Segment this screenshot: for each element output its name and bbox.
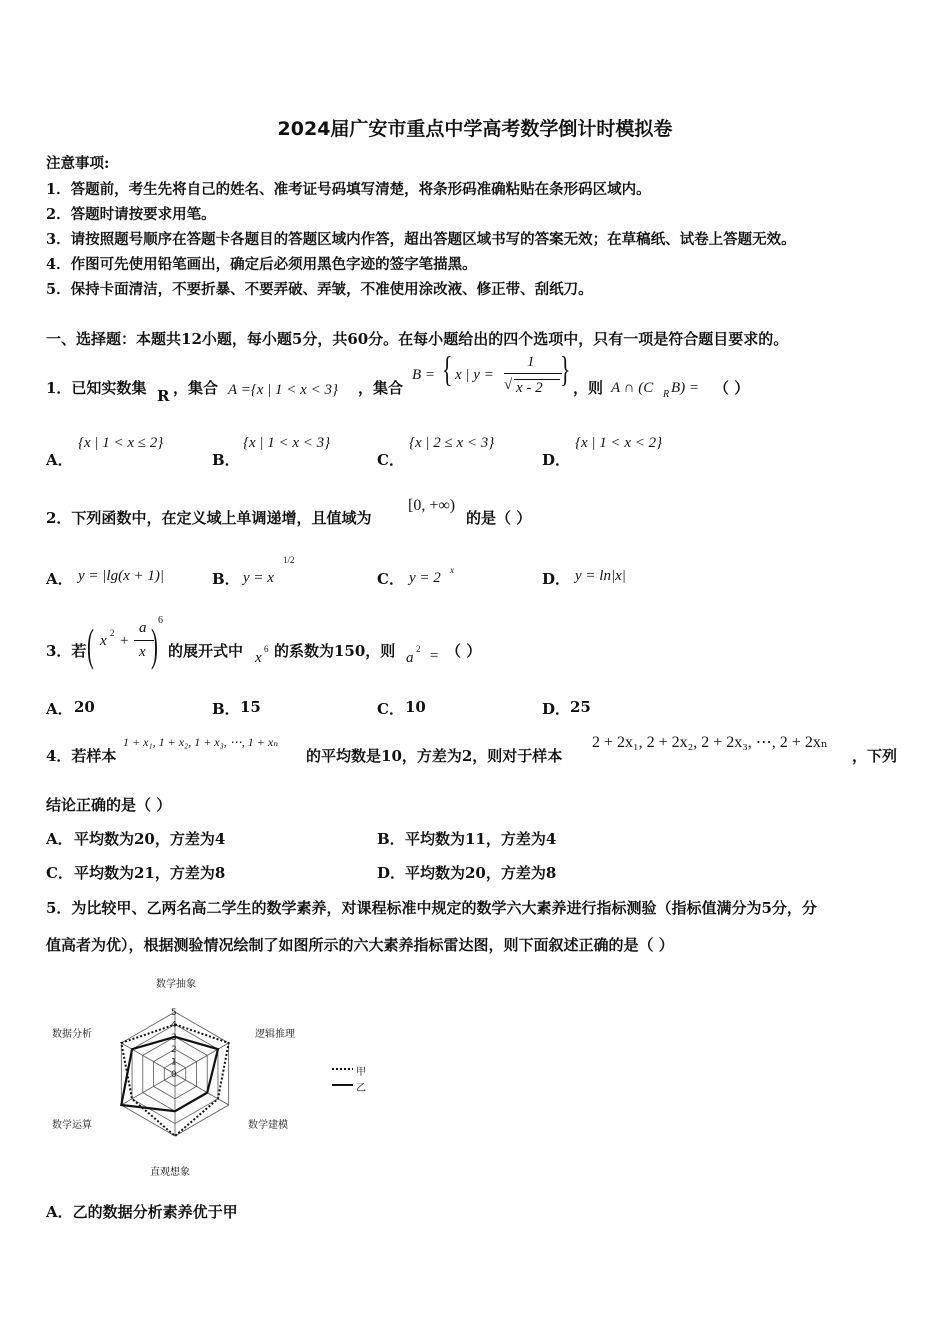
fraction-numerator: a xyxy=(139,620,147,636)
answer-paren: （ ） xyxy=(446,642,482,660)
fraction-denominator: x - 2 xyxy=(516,380,543,396)
option-label: B． xyxy=(212,700,240,718)
set-b-right-brace: } xyxy=(560,349,571,389)
axis-label: 数学抽象 xyxy=(156,979,196,990)
q1-stem-part: 1．已知实数集 xyxy=(46,379,147,397)
option-text: 10 xyxy=(405,698,426,716)
option-text: 15 xyxy=(240,698,261,716)
axis-label: 数据分析 xyxy=(52,1029,92,1040)
q4-stem-part: 结论正确的是（ ） xyxy=(46,796,172,814)
exponent: 6 xyxy=(158,615,163,626)
option-label: B． xyxy=(377,830,405,848)
option-label: C． xyxy=(377,700,404,718)
axis-label: 直观想象 xyxy=(150,1167,190,1178)
option-label: A． xyxy=(46,830,73,848)
set-b-condition: x | y = xyxy=(455,367,494,383)
option-label: C． xyxy=(377,570,404,588)
notice-item: 1．答题前，考生先将自己的姓名、准考证号码填写清楚，将条形码准确粘贴在条形码区域内。 xyxy=(46,181,651,198)
q4-stem-part: 4．若样本 xyxy=(46,747,117,765)
q1-stem-part: ，集合 xyxy=(173,379,219,397)
section-heading: 一、选择题：本题共12小题，每小题5分，共60分。在每小题给出的四个选项中，只有一项是符合题目要求的。 xyxy=(46,330,789,348)
option-text: {x | 1 < x < 2} xyxy=(575,435,663,451)
set-a-formula: A ={x | 1 < x < 3} xyxy=(228,382,338,398)
q3-left-paren: ( xyxy=(87,619,94,670)
exponent: 2 xyxy=(416,644,421,654)
option-text: {x | 1 < x < 3} xyxy=(243,435,331,451)
q5-option-a: A．乙的数据分析素养优于甲 xyxy=(46,1203,238,1221)
option-text: y = 2 xyxy=(409,570,441,586)
option-label: D． xyxy=(542,700,571,718)
option-label: A． xyxy=(46,570,73,588)
fraction-bar xyxy=(504,373,562,374)
notice-item: 5．保持卡面清洁，不要折暴、不要弄破、弄皱，不准使用涂改液、修正带、刮纸刀。 xyxy=(46,281,593,298)
option-text: y = x xyxy=(243,570,274,586)
q3-term: x xyxy=(255,650,262,666)
sample-2: 2 + 2x₁, 2 + 2x₂, 2 + 2x₃, ⋯, 2 + 2xₙ xyxy=(592,734,828,751)
option-label: D． xyxy=(542,570,571,588)
exponent: 2 xyxy=(110,628,115,638)
q1-expression-subscript: R xyxy=(663,389,670,400)
q5-stem-line: 5．为比较甲、乙两名高二学生的数学素养，对课程标准中规定的数学六大素养进行指标测验（指标值满分为5分，分 xyxy=(46,899,817,917)
legend-label: 甲 xyxy=(356,1067,366,1078)
notice-heading: 注意事项: xyxy=(46,155,110,172)
option-text: y = ln|x| xyxy=(575,568,626,584)
option-label: A． xyxy=(46,700,73,718)
exponent: x xyxy=(450,565,454,575)
q2-range: [0, +∞) xyxy=(408,497,456,514)
q5-stem-line: 值高者为优），根据测验情况绘制了如图所示的六大素养指标雷达图，则下面叙述正确的是（ ） xyxy=(46,936,674,954)
q3-right-paren: ) xyxy=(151,619,158,670)
q3-plus: + xyxy=(120,633,129,649)
option-label: B． xyxy=(212,451,240,469)
notice-item: 3．请按照题号顺序在答题卡各题目的答题区域内作答，超出答题区域书写的答案无效；在草稿纸、试卷上答题无效。 xyxy=(46,231,796,248)
axis-label: 数学运算 xyxy=(52,1120,92,1131)
option-text: 平均数为21，方差为8 xyxy=(74,864,226,882)
q3-stem-part: 的展开式中 xyxy=(168,642,244,660)
q1-stem-part: ，则 xyxy=(573,379,604,397)
tick-label: 5 xyxy=(171,1008,177,1018)
option-label: A． xyxy=(46,451,73,469)
exam-title: 2024届广安市重点中学高考数学倒计时模拟卷 xyxy=(277,118,673,140)
series-solid-line xyxy=(121,1037,218,1111)
q1-stem-part: ，集合 xyxy=(358,379,404,397)
option-label: D． xyxy=(542,451,571,469)
q3-stem-part: 3．若 xyxy=(46,642,87,660)
option-label: C． xyxy=(46,864,73,882)
axis-label: 逻辑推理 xyxy=(255,1029,295,1040)
option-text: {x | 2 ≤ x < 3} xyxy=(409,435,495,451)
tick-label: 3 xyxy=(171,1032,177,1043)
tick-label: 4 xyxy=(171,1020,177,1031)
option-text: 平均数为20，方差为4 xyxy=(74,830,226,848)
sqrt-icon: √ xyxy=(504,377,513,393)
option-label: B． xyxy=(212,570,240,588)
q3-expr-x: x xyxy=(100,633,107,649)
q3-equals: = xyxy=(430,648,439,664)
tick-label: 0 xyxy=(171,1070,177,1080)
q4-stem-part: ，下列 xyxy=(852,747,898,765)
option-label: D． xyxy=(377,864,406,882)
option-text: 20 xyxy=(74,698,95,716)
option-text: y = |lg(x + 1)| xyxy=(78,568,164,584)
fraction-denominator: x xyxy=(139,644,146,660)
real-set-symbol: R xyxy=(157,387,170,405)
tick-label: 2 xyxy=(171,1045,177,1056)
notice-item: 4．作图可先使用铅笔画出，确定后必须用黑色字迹的签字笔描黑。 xyxy=(46,256,477,273)
axis-label: 数学建模 xyxy=(248,1120,288,1131)
answer-paren: （ ） xyxy=(714,379,750,397)
q2-stem-part: 的是（ ） xyxy=(466,509,532,527)
option-text: {x | 1 < x ≤ 2} xyxy=(78,435,164,451)
q3-stem-part: 的系数为150，则 xyxy=(274,642,396,660)
q3-a: a xyxy=(406,650,414,666)
legend-label: 乙 xyxy=(356,1083,366,1094)
tick-label: 1 xyxy=(171,1057,177,1068)
set-b-left-brace: { xyxy=(442,349,453,389)
q2-stem-part: 2．下列函数中，在定义域上单调递增，且值域为 xyxy=(46,509,372,527)
set-b-label: B = xyxy=(412,367,436,383)
option-text: 25 xyxy=(570,698,591,716)
notice-item: 2．答题时请按要求用笔。 xyxy=(46,206,216,223)
q1-expression: A ∩ (C xyxy=(611,380,654,396)
sample-1: 1 + x₁, 1 + x₂, 1 + x₃, ⋯, 1 + xₙ xyxy=(123,735,279,749)
exponent: 1/2 xyxy=(283,555,295,565)
exponent: 6 xyxy=(264,644,269,654)
option-text: 平均数为11，方差为4 xyxy=(405,830,557,848)
option-text: 平均数为20，方差为8 xyxy=(405,864,557,882)
axis-spoke xyxy=(175,1043,229,1074)
radar-chart xyxy=(40,968,380,1183)
q4-stem-part: 的平均数是10，方差为2，则对于样本 xyxy=(306,747,563,765)
q1-expression-end: B) = xyxy=(671,380,700,396)
fraction-numerator: 1 xyxy=(527,354,535,370)
option-label: C． xyxy=(377,451,404,469)
radar-svg xyxy=(40,968,380,1183)
